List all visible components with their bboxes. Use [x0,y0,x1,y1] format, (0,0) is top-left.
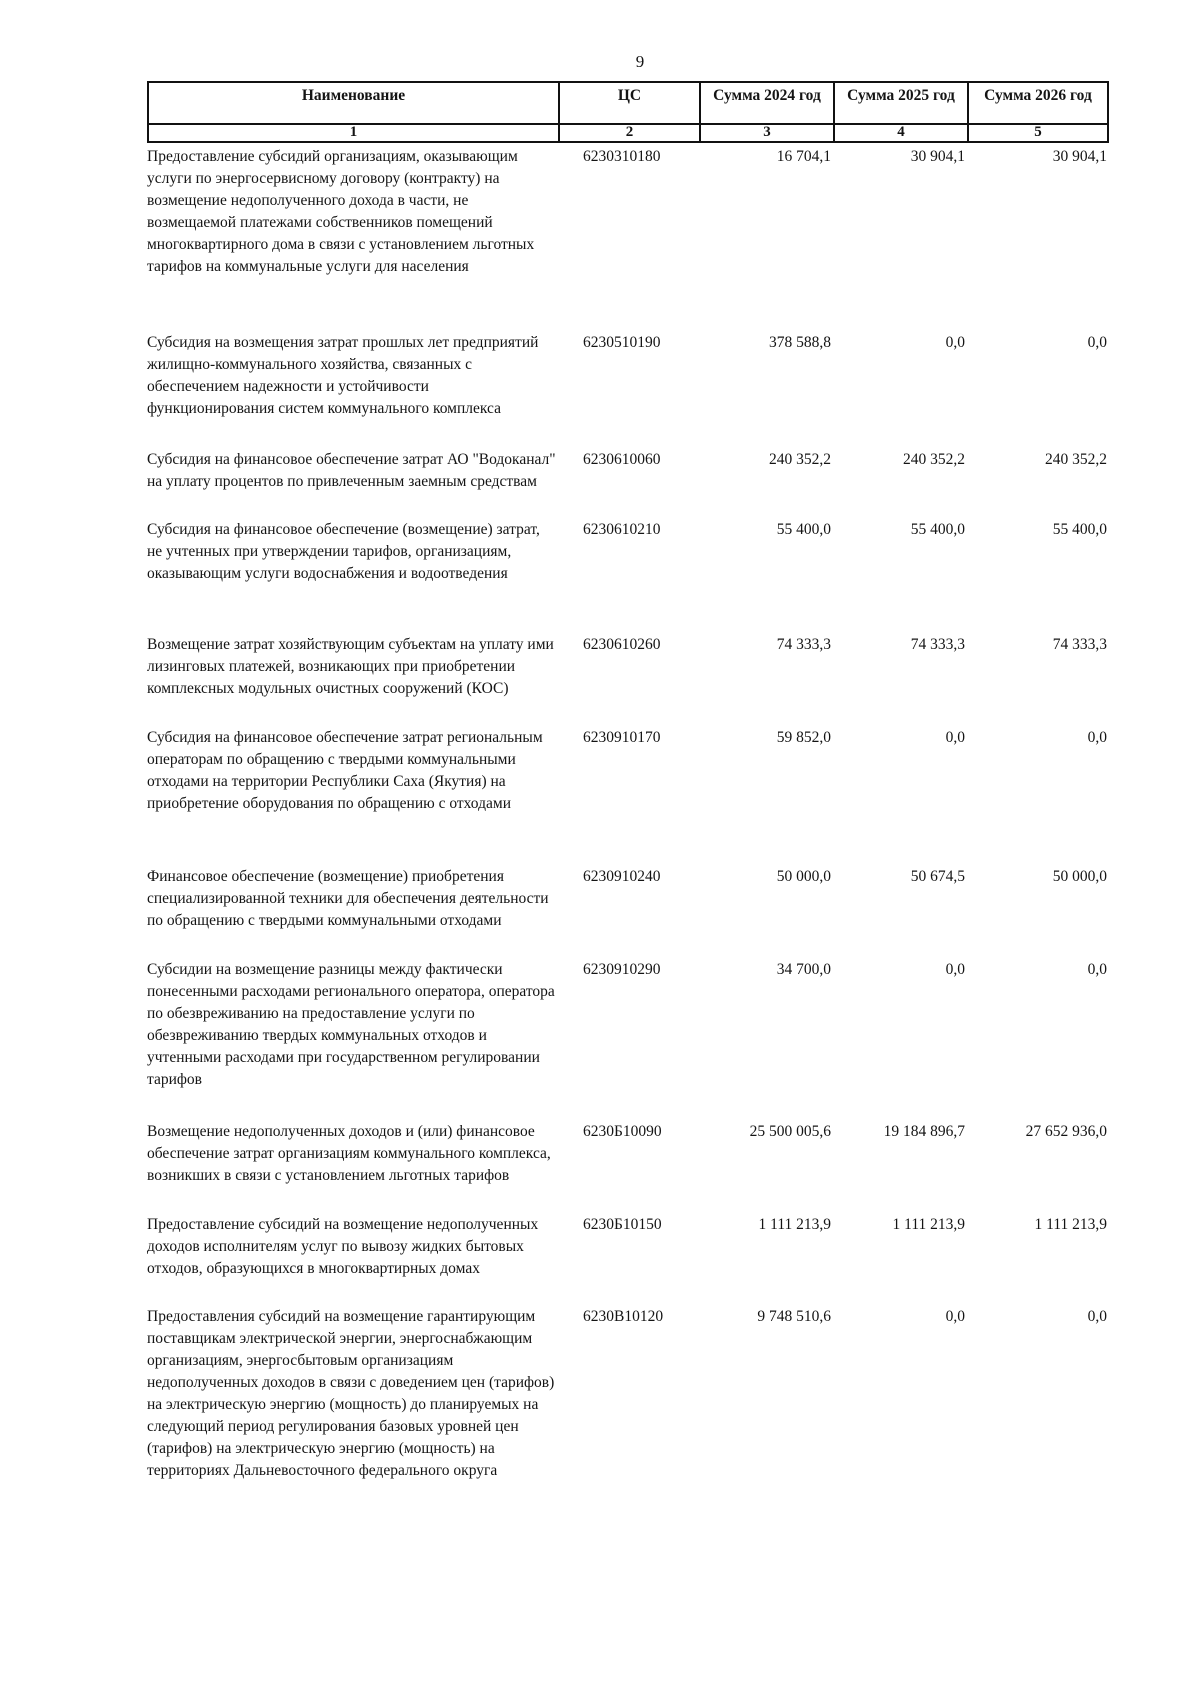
row-code: 6230310180 [583,148,661,165]
row-code: 6230Б10090 [583,1123,662,1140]
row-name: Субсидия на возмещения затрат прошлых лет предприятий жилищно-коммунального хозяйства, связанных с обеспечением надежности и устойчивости функционирования систем коммунального комплекса [147,334,539,417]
row-name: Субсидия на финансовое обеспечение (возмещение) затрат, не учтенных при утверждении тарифов, организациям, оказывающим услуги водоснабжения и водоотведения [147,521,540,582]
row-sum-2025: 50 674,5 [910,868,965,885]
row-sum-2025: 74 333,3 [910,636,965,653]
row-sum-2025: 55 400,0 [910,521,965,538]
row-sum-2025: 19 184 896,7 [883,1123,965,1140]
row-name: Предоставление субсидий организациям, оказывающим услуги по энергосервисному договору (контракту) на возмещение недополученного дохода в части, не возмещаемой платежами собственников помещений многоквартирного дома в связи с установлением льготных тарифов на коммунальные услуги для населения [147,148,535,275]
row-sum-2026: 74 333,3 [1052,636,1107,653]
row-sum-2026: 30 904,1 [1052,148,1107,165]
row-sum-2025: 240 352,2 [903,451,965,468]
header-title: Сумма 2024 год [701,83,833,125]
row-sum-2026: 0,0 [1087,729,1107,746]
row-sum-2024: 16 704,1 [776,148,831,165]
header-cell-sum-2026 [967,81,1109,143]
row-name: Предоставления субсидий на возмещение гарантирующим поставщикам электрической энергии, энергоснабжающим организациям, энергосбытовым организациям недополученных доходов в связи с доведением цен (тарифов) на электрическую энергию (мощность) до планируемых на следующий период регулирования базовых уровней цен (тарифов) на электрическую энергию (мощность) на территориях Дальневосточного федерального округа [147,1308,555,1479]
header-title: Сумма 2025 год [835,83,967,125]
row-sum-2025: 30 904,1 [910,148,965,165]
row-code: 6230610260 [583,636,661,653]
row-name: Субсидия на финансовое обеспечение затрат АО "Водоканал" на уплату процентов по привлеченным заемным средствам [147,451,556,490]
header-cell-sum-2024 [699,81,835,143]
row-sum-2024: 55 400,0 [776,521,831,538]
header-cell-name [147,81,560,143]
header-cell-code [558,81,701,143]
row-sum-2026: 0,0 [1087,1308,1107,1325]
row-sum-2024: 59 852,0 [776,729,831,746]
header-column-number: 5 [1034,124,1042,140]
row-sum-2024: 378 588,8 [769,334,831,351]
row-name: Возмещение недополученных доходов и (или) финансовое обеспечение затрат организациям коммунального комплекса, возникших в связи с установлением льготных тарифов [147,1123,551,1184]
header-title: Сумма 2026 год [969,83,1107,125]
row-name: Предоставление субсидий на возмещение недополученных доходов исполнителям услуг по вывозу жидких бытовых отходов, образующихся в многоквартирных домах [147,1216,539,1277]
row-name: Возмещение затрат хозяйствующим субъектам на уплату ими лизинговых платежей, возникающих при приобретении комплексных модульных очистных сооружений (КОС) [147,636,554,697]
header-title: ЦС [560,83,699,125]
header-cell-sum-2025 [833,81,969,143]
row-code: 6230Б10150 [583,1216,662,1233]
row-sum-2024: 1 111 213,9 [758,1216,831,1233]
row-sum-2026: 240 352,2 [1045,451,1107,468]
row-sum-2024: 25 500 005,6 [749,1123,831,1140]
header-title: Наименование [149,83,558,125]
header-column-number: 1 [349,124,358,140]
row-sum-2026: 55 400,0 [1052,521,1107,538]
row-name: Субсидии на возмещение разницы между фактически понесенными расходами регионального оператора, оператора по обезвреживанию на предоставление услуги по обезвреживанию твердых коммунальных отходов и учтенными расходами при государственном регулировании тарифов [147,961,555,1088]
row-sum-2024: 34 700,0 [776,961,831,978]
row-sum-2026: 0,0 [1087,334,1107,351]
row-sum-2026: 27 652 936,0 [1025,1123,1107,1140]
row-sum-2026: 50 000,0 [1052,868,1107,885]
row-sum-2024: 9 748 510,6 [757,1308,831,1325]
row-code: 6230510190 [583,334,661,351]
row-code: 6230910290 [583,961,661,978]
header-column-number: 2 [625,124,634,140]
row-code: 6230910170 [583,729,661,746]
table-header [147,81,1109,143]
row-name: Субсидия на финансовое обеспечение затрат региональным операторам по обращению с твердыми коммунальными отходами на территории Республики Саха (Якутия) на приобретение оборудования по обращению с отходами [147,729,543,812]
row-code: 6230910240 [583,868,661,885]
row-code: 6230610060 [583,451,661,468]
row-sum-2024: 74 333,3 [776,636,831,653]
row-sum-2025: 0,0 [945,1308,965,1325]
row-sum-2025: 0,0 [945,334,965,351]
row-sum-2025: 0,0 [945,961,965,978]
row-name: Финансовое обеспечение (возмещение) приобретения специализированной техники для обеспечения деятельности по обращению с твердыми коммунальными отходами [147,868,549,929]
header-column-number: 3 [763,124,771,140]
row-sum-2024: 240 352,2 [769,451,831,468]
row-sum-2026: 1 111 213,9 [1034,1216,1107,1233]
row-code: 6230В10120 [583,1308,664,1325]
row-sum-2026: 0,0 [1087,961,1107,978]
row-sum-2025: 0,0 [945,729,965,746]
row-code: 6230610210 [583,521,661,538]
header-column-number: 4 [897,124,905,140]
page-number: 9 [635,52,645,71]
row-sum-2024: 50 000,0 [776,868,831,885]
row-sum-2025: 1 111 213,9 [892,1216,965,1233]
